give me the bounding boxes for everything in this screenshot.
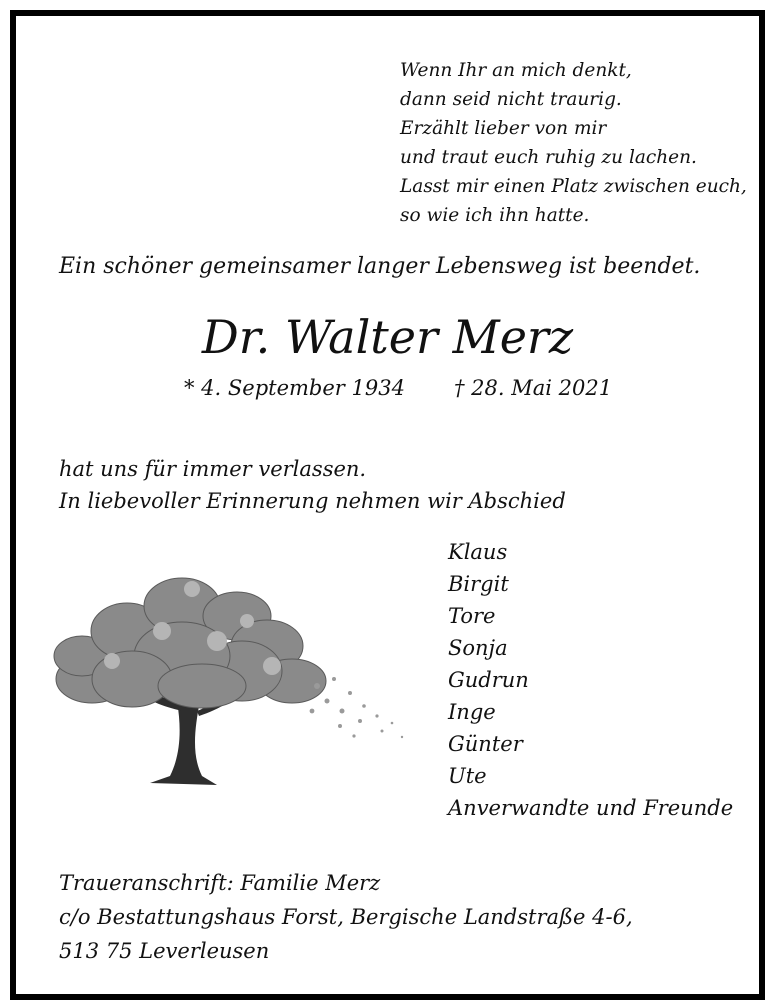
- mourner: Tore: [448, 604, 496, 628]
- mourner: Günter: [448, 732, 523, 756]
- address-line: Traueranschrift: Familie Merz: [59, 871, 381, 895]
- address-line: c/o Bestattungshaus Forst, Bergische Landstraße 4-6,: [59, 905, 633, 929]
- farewell-line: In liebevoller Erinnerung nehmen wir Abschied: [59, 489, 566, 513]
- farewell-line: hat uns für immer verlassen.: [59, 457, 367, 481]
- mourner: Ute: [448, 764, 487, 788]
- poem-line: und traut euch ruhig zu lachen.: [400, 147, 697, 168]
- mourner: Anverwandte und Freunde: [448, 796, 734, 820]
- mourner: Sonja: [448, 636, 508, 660]
- poem-line: Wenn Ihr an mich denkt,: [400, 60, 632, 81]
- mourner: Gudrun: [448, 668, 529, 692]
- tree-icon: [42, 561, 412, 796]
- poem-line: Lasst mir einen Platz zwischen euch,: [400, 176, 747, 197]
- mourner: Klaus: [448, 540, 508, 564]
- mourning-address: [59, 866, 633, 968]
- address-line: 513 75 Leverleusen: [59, 939, 270, 963]
- mourner: Birgit: [448, 572, 509, 596]
- poem-line: dann seid nicht traurig.: [400, 89, 622, 110]
- poem-line: so wie ich ihn hatte.: [400, 205, 590, 226]
- intro-text: Ein schöner gemeinsamer langer Lebensweg ist beendet.: [59, 254, 701, 279]
- poem: [400, 56, 747, 230]
- obituary-frame: [10, 10, 765, 1000]
- farewell-text: [59, 453, 566, 517]
- mourner: Inge: [448, 700, 496, 724]
- death-date: † 28. Mai 2021: [454, 376, 613, 400]
- poem-line: Erzählt lieber von mir: [400, 118, 607, 139]
- deceased-name: Dr. Walter Merz: [201, 310, 574, 364]
- mourners-list: [448, 536, 733, 824]
- birth-date: * 4. September 1934: [184, 376, 405, 400]
